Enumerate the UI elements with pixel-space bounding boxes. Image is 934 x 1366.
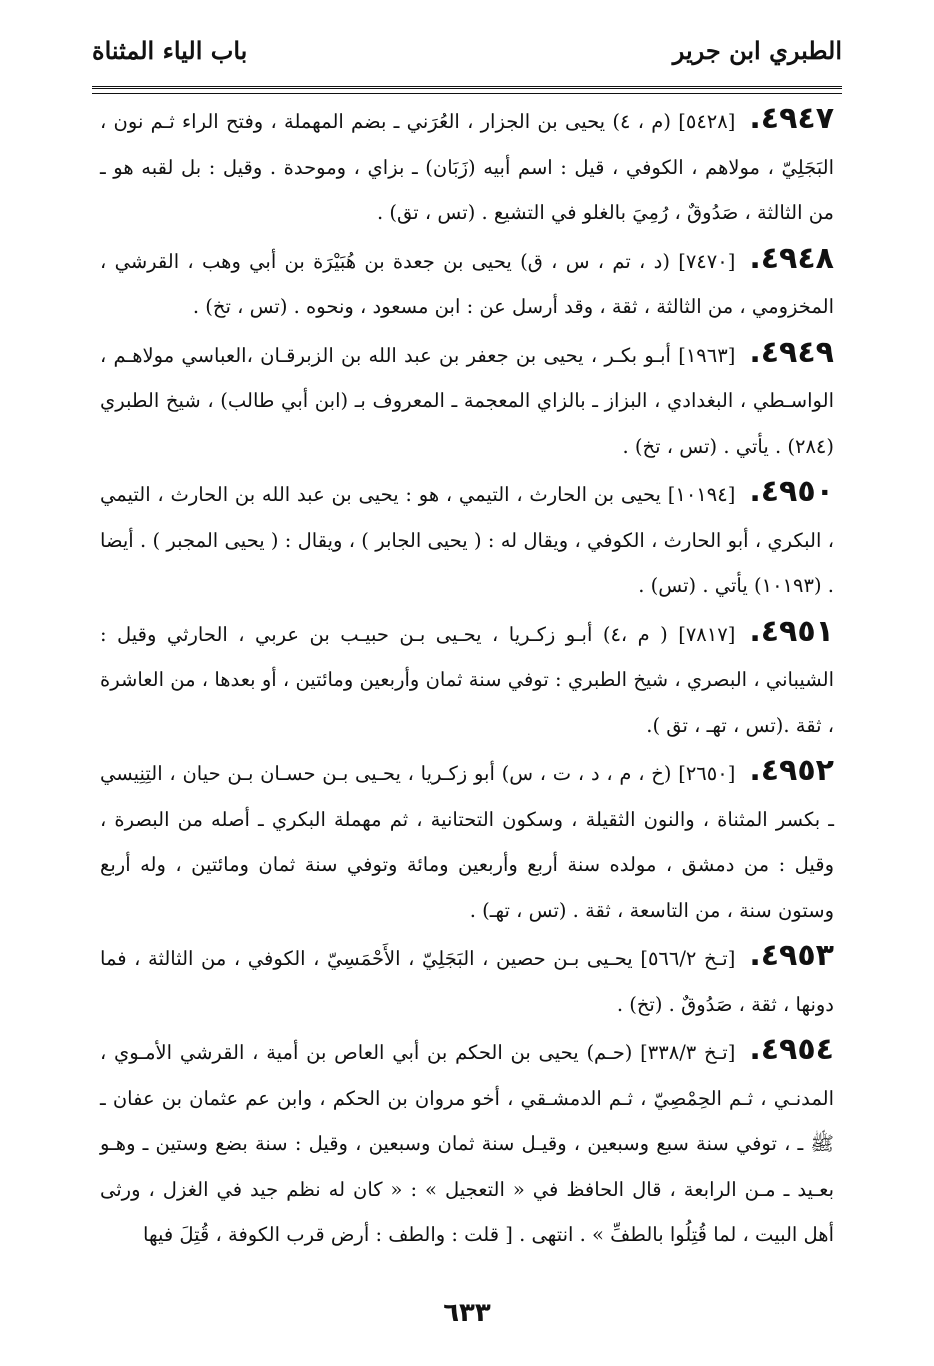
entry-text: [١٩٦٣] أبـو بكـر ، يحيى بن جعفر بن عبد الله بن الزبرقـان ،العباسي مولاهـم ، الواسـطي ، البغدادي ، البزاز ـ بالزاي المعجمة ـ المعروف بـ (ابن أبي طالب) ، شيخ الطبري (٢٨٤) . يأتي . (تس ، تخ) . [100,343,834,458]
entry-text: [٥٤٢٨] (م ، ٤) يحيى بن الجزار ، العُرَني ـ بضم المهملة ، وفتح الراء ثـم نون ، البَجَلِيّ ، مولاهم ، الكوفي ، قيل : اسم أبيه (زَبَان) ـ بزاي ، وموحدة . وقيل : بل لقبه هو ـ من الثالثة ، صَدُوقٌ ، رُمِيَ بالغلو في التشيع . (تس ، تق) . [100,110,834,224]
entry-4947 [100,96,834,236]
entry-number: ٤٩٥٤. [749,1032,834,1067]
page-header [92,32,842,80]
entry-number: ٤٩٤٩. [749,334,834,370]
entry-number: ٤٩٥٣. [749,938,834,973]
entry-4952 [100,748,834,933]
book-title: الطبري ابن جرير [672,36,842,65]
entry-number: ٤٩٤٨. [749,240,834,276]
entry-number: ٤٩٥١. [749,613,834,649]
entry-text: [١٠١٩٤] يحيى بن الحارث ، التيمي ، هو : يحيى بن عبد الله بن الحارث ، التيمي ، البكري ، أبو الحارث ، الكوفي ، ويقال له : ( يحيى الجابر ) ، ويقال : ( يحيى المجبر ) . أيضا . (١٠١٩٣) يأتي . (تس) . [100,483,834,597]
entry-text: [٧٤٧٠] (د ، تم ، س ، ق) يحيى بن جعدة بن هُبَيْرَة بن أبي وهب ، القرشي ، المخزومي ، من الثالثة ، ثقة ، وقد أرسل عن : ابن مسعود ، ونحوه . (تس ، تخ) . [100,249,834,318]
entry-text: [٢٦٥٠] (خ ، م ، د ، ت ، س) أبو زكـريا ، يحـيى بـن حسـان بـن حيان ، التِنِيسي ـ بكسر المثناة ، والنون الثقيلة ، وسكون التحتانية ، ثم مهملة البكري ـ أصله من البصرة ، وقيل : من دمشق ، مولده سنة أربع وأربعين ومائة وتوفي سنة ثمان ومائتين ، وله أربع وستون سنة ، من التاسعة ، ثقة . (تس ، تهـ) . [100,762,834,922]
entry-4948 [100,236,834,330]
entry-4953 [100,933,834,1027]
entry-4954 [100,1027,834,1258]
entry-text: [تـخ ٣٣٨/٣] (حـم) يحيى بن الحكم بن أبي العاص بن أمية ، القرشي الأمـوي ، المدنـي ، ثـم الحِمْصِيّ ، ثـم الدمشـقي ، أخو مروان بن الحكم ، وابن عم عثمان بن عفان ـ ﷺ ـ ، توفي سنة سبع وسبعين ، وقيـل سنة ثمان وسبعين ، وقيل : سنة بضع وستين ـ وهـو بعـيد ـ مـن الرابعة ، قال الحافظ في « التعجيل » : « كان له نظم جيد في الغزل ، ورثى أهل البيت ، لما قُتِلُوا بالطفِّ » . انتهى . [ قلت : والطف : أرض قرب الكوفة ، قُتِلَ فيها [100,1041,834,1246]
entry-number: ٤٩٥٢. [749,753,834,788]
page-body [100,96,834,1258]
entry-text: [تـخ ٥٦٦/٢] يحـيى بـن حصين ، البَجَلِيّ ، الأَحْمَسِيّ ، الكوفي ، من الثالثة ، فما دونها ، ثقة ، صَدُوقٌ . (تخ) . [100,947,834,1016]
entry-4949 [100,330,834,470]
entry-4951 [100,609,834,749]
entry-number: ٤٩٤٧. [749,101,835,136]
entry-text: [٧٨١٧] ( م ،٤) أبـو زكـريا ، يحـيى بـن حبيـب بن عربي ، الحارثي وقيل : الشيباني ، البصري ، شيخ الطبري : توفي سنة ثمان وأربعين ومائتين ، أو بعدها ، من العاشرة ، ثقة .(تس ، تهـ ، تق ). [100,622,834,737]
chapter-title: باب الياء المثناة [92,36,248,65]
entry-4950 [100,469,834,609]
entry-number: ٤٩٥٠. [749,474,834,509]
page-number: ٦٣٣ [443,1298,491,1328]
header-divider [92,86,842,94]
